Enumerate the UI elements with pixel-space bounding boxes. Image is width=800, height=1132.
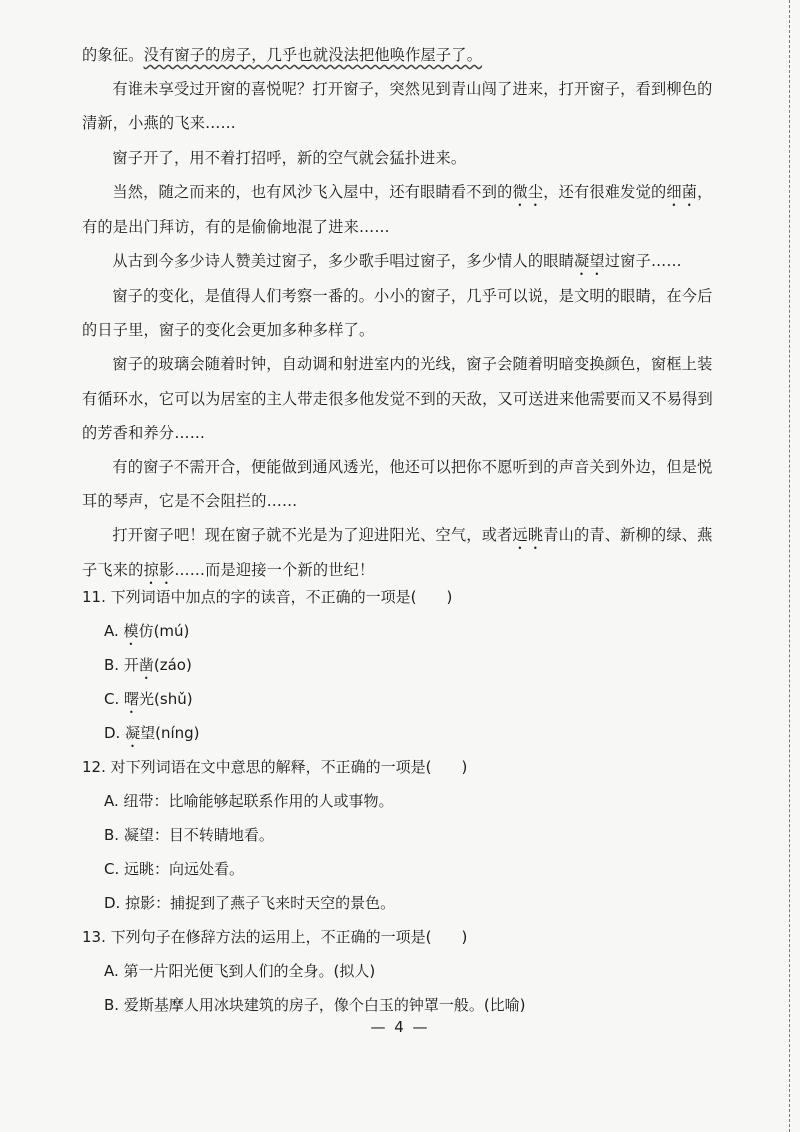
option-a: A. 纽带：比喻能够起联系作用的人或事物。 [104,792,394,810]
option-label: B. 开 [104,656,139,674]
passage-text: 青山的青、新柳的绿、燕子飞来的 [82,526,713,580]
option-text: 光 [139,690,155,708]
dotted-char: 曙 [124,690,140,708]
pinyin: (záo) [153,656,192,674]
option-label: C. [104,690,125,708]
question-11 [82,580,722,750]
option-a: A. 第一片阳光便飞到人们的全身。(拟人) [104,962,376,980]
option-c: C. 远眺：向远处看。 [104,860,245,878]
question-stem: 12. 对下列词语在文中意思的解释，不正确的一项是( ) [82,758,468,776]
option-text: 仿 [138,622,154,640]
pinyin: (níng) [155,724,200,742]
passage-text: ，有的是出门拜访，有的是偷偷地混了进来…… [82,182,713,236]
dotted-word: 细菌 [666,182,698,201]
passage-paragraph-1 [82,38,722,72]
option-b: B. 凝望：目不转睛地看。 [104,826,274,844]
passage-paragraph-7: 窗子的玻璃会随着时钟，自动调和射进室内的光线，窗子会随着明暗变换颜色，窗框上装有循环水，它可以为居室的主人带走很多他发觉不到的天敌，又可送进来他需要而又不易得到的芳香和养分…… [82,355,713,442]
question-12 [82,750,722,920]
binding-dashed-line [789,0,790,1132]
question-list [82,580,722,1022]
passage-text: ，还有很难发觉的 [543,182,667,201]
option-a [104,614,722,648]
passage-text: 的象征。 [82,46,144,64]
wavy-underlined-sentence: 没有窗子的房子，几乎也就没法把他唤作屋子了。 [143,46,483,64]
pinyin: (mú) [153,622,190,640]
dotted-word: 远眺 [512,526,544,545]
passage-paragraph-3: 窗子开了，用不着打招呼，新的空气就会猛扑进来。 [112,148,467,167]
option-text: 望 [140,724,156,742]
passage-text: 当然，随之而来的，也有风沙飞入屋中，还有眼睛看不到的 [112,182,513,201]
question-13 [82,920,722,1022]
dotted-char: 凝 [125,724,141,742]
reading-passage [82,38,722,588]
option-label: D. [104,724,126,742]
dotted-word: 掠影 [143,561,175,580]
passage-paragraph-5 [82,244,722,279]
option-label: A. [104,622,124,640]
passage-text: 打开窗子吧！现在窗子就不光是为了迎进阳光、空气，或者 [112,526,513,545]
option-c [104,682,722,716]
passage-text: 从古到今多少诗人赞美过窗子，多少歌手唱过窗子，多少情人的眼睛 [112,252,575,271]
dotted-char: 模 [123,622,139,640]
passage-paragraph-9 [82,518,722,588]
passage-paragraph-8: 有的窗子不需开合，便能做到通风透光，他还可以把你不愿听到的声音关到外边，但是悦耳的琴声，它是不会阻拦的…… [82,458,713,511]
option-b: B. 爱斯基摩人用冰块建筑的房子，像个白玉的钟罩一般。(比喻) [104,996,526,1014]
passage-paragraph-4 [82,175,722,244]
page-number: — 4 — [370,1018,430,1036]
question-stem: 13. 下列句子在修辞方法的运用上，不正确的一项是( ) [82,928,468,946]
dotted-word: 凝望 [574,252,605,271]
pinyin: (shǔ) [154,690,193,708]
option-d: D. 掠影：捕捉到了燕子飞来时天空的景色。 [104,894,396,912]
option-d [104,716,722,750]
passage-text: 过窗子…… [604,252,682,271]
dotted-word: 微尘 [512,182,544,201]
passage-paragraph-2: 有谁未享受过开窗的喜悦呢？打开窗子，突然见到青山闯了进来，打开窗子，看到柳色的清新，小燕的飞来…… [82,80,713,133]
passage-paragraph-6: 窗子的变化，是值得人们考察一番的。小小的窗子，几乎可以说，是文明的眼睛，在今后的日子里，窗子的变化会更加多种多样了。 [82,287,713,340]
passage-text: ……而是迎接一个新的世纪！ [174,561,375,580]
dotted-char: 凿 [138,656,154,674]
option-b [104,648,722,682]
question-stem: 11. 下列词语中加点的字的读音，不正确的一项是( ) [82,588,453,606]
